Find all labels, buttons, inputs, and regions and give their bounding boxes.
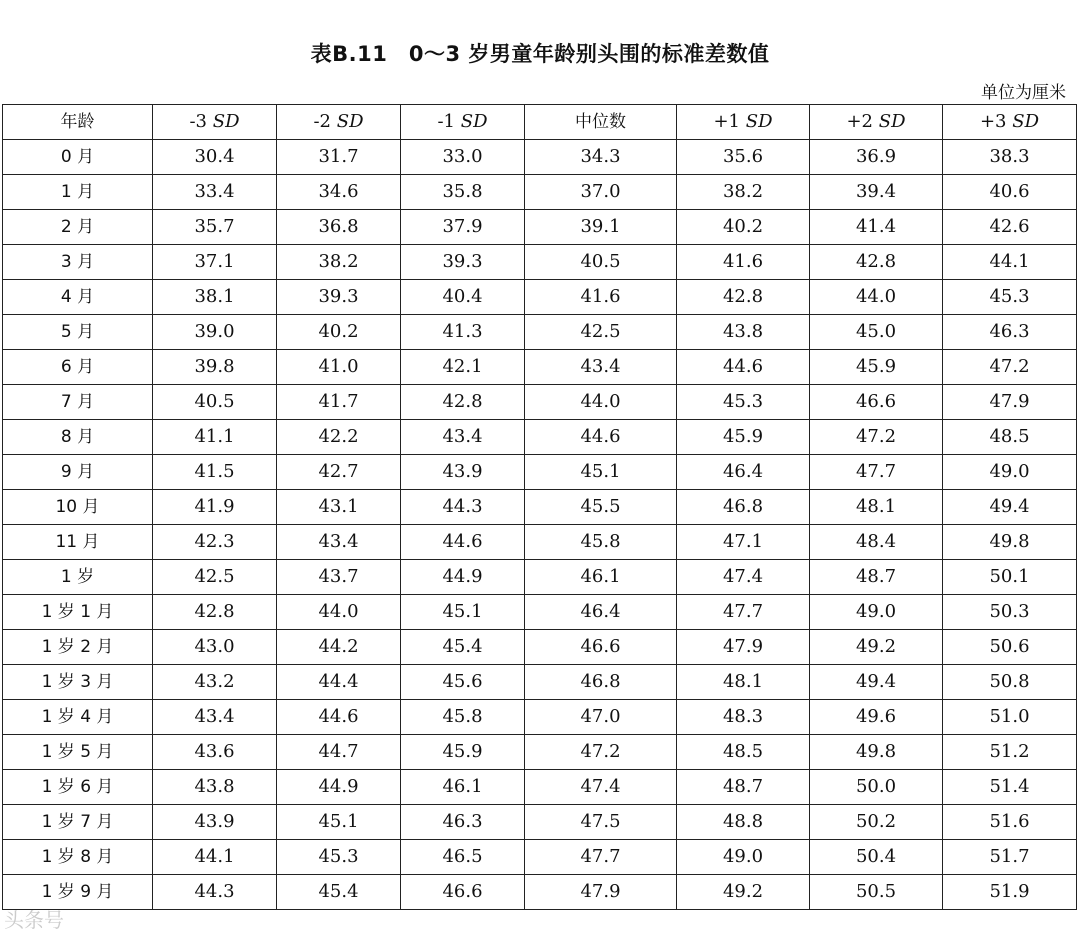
value-cell: 38.2 (677, 175, 810, 210)
value-cell: 37.9 (401, 210, 525, 245)
value-cell: 42.1 (401, 350, 525, 385)
value-cell: 49.0 (677, 840, 810, 875)
header-median: 中位数 (525, 105, 677, 140)
age-cell: 1 岁 7 月 (3, 805, 153, 840)
value-cell: 46.8 (677, 490, 810, 525)
value-cell: 44.4 (277, 665, 401, 700)
value-cell: 41.6 (677, 245, 810, 280)
header-minus3sd (153, 105, 277, 140)
header-value: +3 (979, 111, 1007, 132)
table-row (3, 210, 1077, 245)
value-cell: 41.0 (277, 350, 401, 385)
value-cell: 36.8 (277, 210, 401, 245)
value-cell: 46.3 (943, 315, 1077, 350)
value-cell: 42.8 (810, 245, 943, 280)
value-cell: 39.0 (153, 315, 277, 350)
value-cell: 45.3 (277, 840, 401, 875)
value-cell: 43.8 (677, 315, 810, 350)
value-cell: 51.2 (943, 735, 1077, 770)
value-cell: 43.7 (277, 560, 401, 595)
sd-label: SD (212, 111, 240, 132)
table-row (3, 665, 1077, 700)
value-cell: 40.2 (677, 210, 810, 245)
table-row (3, 770, 1077, 805)
value-cell: 39.3 (401, 245, 525, 280)
value-cell: 41.9 (153, 490, 277, 525)
value-cell: 49.4 (810, 665, 943, 700)
value-cell: 42.5 (153, 560, 277, 595)
value-cell: 43.4 (525, 350, 677, 385)
header-plus1sd (677, 105, 810, 140)
value-cell: 47.2 (810, 420, 943, 455)
value-cell: 45.9 (677, 420, 810, 455)
header-value: +1 (713, 111, 741, 132)
value-cell: 41.1 (153, 420, 277, 455)
value-cell: 39.3 (277, 280, 401, 315)
table-row (3, 525, 1077, 560)
value-cell: 46.4 (677, 455, 810, 490)
value-cell: 45.1 (525, 455, 677, 490)
value-cell: 50.0 (810, 770, 943, 805)
value-cell: 48.5 (677, 735, 810, 770)
value-cell: 49.4 (943, 490, 1077, 525)
value-cell: 50.5 (810, 875, 943, 910)
value-cell: 45.0 (810, 315, 943, 350)
value-cell: 43.2 (153, 665, 277, 700)
watermark: 头条号 (4, 908, 64, 932)
value-cell: 48.7 (677, 770, 810, 805)
value-cell: 45.9 (401, 735, 525, 770)
value-cell: 46.1 (525, 560, 677, 595)
value-cell: 43.8 (153, 770, 277, 805)
value-cell: 48.4 (810, 525, 943, 560)
value-cell: 46.3 (401, 805, 525, 840)
value-cell: 47.2 (943, 350, 1077, 385)
value-cell: 37.0 (525, 175, 677, 210)
value-cell: 42.8 (677, 280, 810, 315)
table-row (3, 385, 1077, 420)
value-cell: 44.6 (677, 350, 810, 385)
header-value: -1 (437, 111, 456, 132)
value-cell: 43.9 (153, 805, 277, 840)
value-cell: 47.4 (525, 770, 677, 805)
value-cell: 48.5 (943, 420, 1077, 455)
value-cell: 50.1 (943, 560, 1077, 595)
age-cell: 1 岁 5 月 (3, 735, 153, 770)
age-cell: 3 月 (3, 245, 153, 280)
value-cell: 40.2 (277, 315, 401, 350)
value-cell: 45.9 (810, 350, 943, 385)
value-cell: 49.2 (677, 875, 810, 910)
value-cell: 39.1 (525, 210, 677, 245)
value-cell: 44.7 (277, 735, 401, 770)
value-cell: 50.2 (810, 805, 943, 840)
value-cell: 47.1 (677, 525, 810, 560)
value-cell: 49.6 (810, 700, 943, 735)
value-cell: 41.7 (277, 385, 401, 420)
value-cell: 38.2 (277, 245, 401, 280)
value-cell: 43.1 (277, 490, 401, 525)
value-cell: 46.4 (525, 595, 677, 630)
value-cell: 48.3 (677, 700, 810, 735)
value-cell: 45.5 (525, 490, 677, 525)
value-cell: 49.2 (810, 630, 943, 665)
value-cell: 44.3 (153, 875, 277, 910)
value-cell: 42.8 (401, 385, 525, 420)
age-cell: 1 岁 6 月 (3, 770, 153, 805)
age-cell: 4 月 (3, 280, 153, 315)
value-cell: 35.7 (153, 210, 277, 245)
value-cell: 44.9 (277, 770, 401, 805)
table-row (3, 595, 1077, 630)
age-cell: 1 岁 1 月 (3, 595, 153, 630)
table-row (3, 630, 1077, 665)
age-cell: 1 月 (3, 175, 153, 210)
sd-label: SD (878, 111, 906, 132)
table-row (3, 840, 1077, 875)
value-cell: 49.0 (810, 595, 943, 630)
table-row (3, 455, 1077, 490)
value-cell: 42.6 (943, 210, 1077, 245)
value-cell: 33.0 (401, 140, 525, 175)
value-cell: 42.5 (525, 315, 677, 350)
value-cell: 45.4 (277, 875, 401, 910)
value-cell: 47.7 (525, 840, 677, 875)
value-cell: 44.6 (401, 525, 525, 560)
value-cell: 34.6 (277, 175, 401, 210)
value-cell: 40.6 (943, 175, 1077, 210)
value-cell: 49.8 (943, 525, 1077, 560)
value-cell: 30.4 (153, 140, 277, 175)
value-cell: 44.2 (277, 630, 401, 665)
value-cell: 45.8 (401, 700, 525, 735)
table-row (3, 875, 1077, 910)
value-cell: 46.5 (401, 840, 525, 875)
table-row (3, 350, 1077, 385)
age-cell: 7 月 (3, 385, 153, 420)
age-cell: 5 月 (3, 315, 153, 350)
value-cell: 50.8 (943, 665, 1077, 700)
value-cell: 49.8 (810, 735, 943, 770)
value-cell: 44.0 (525, 385, 677, 420)
value-cell: 41.5 (153, 455, 277, 490)
value-cell: 44.0 (810, 280, 943, 315)
value-cell: 44.3 (401, 490, 525, 525)
value-cell: 47.9 (677, 630, 810, 665)
header-row (3, 105, 1077, 140)
value-cell: 47.2 (525, 735, 677, 770)
age-cell: 1 岁 2 月 (3, 630, 153, 665)
value-cell: 47.9 (525, 875, 677, 910)
value-cell: 51.6 (943, 805, 1077, 840)
value-cell: 50.4 (810, 840, 943, 875)
value-cell: 44.6 (277, 700, 401, 735)
value-cell: 48.7 (810, 560, 943, 595)
value-cell: 45.3 (677, 385, 810, 420)
head-circumference-table (2, 104, 1077, 910)
table-row (3, 805, 1077, 840)
value-cell: 43.9 (401, 455, 525, 490)
header-plus3sd (943, 105, 1077, 140)
value-cell: 43.4 (277, 525, 401, 560)
value-cell: 48.8 (677, 805, 810, 840)
value-cell: 41.4 (810, 210, 943, 245)
table-row (3, 420, 1077, 455)
value-cell: 35.6 (677, 140, 810, 175)
value-cell: 31.7 (277, 140, 401, 175)
value-cell: 44.1 (943, 245, 1077, 280)
value-cell: 46.6 (525, 630, 677, 665)
header-plus2sd (810, 105, 943, 140)
table-row (3, 140, 1077, 175)
header-value: +2 (846, 111, 874, 132)
value-cell: 45.6 (401, 665, 525, 700)
sd-label: SD (1012, 111, 1040, 132)
value-cell: 48.1 (677, 665, 810, 700)
value-cell: 40.5 (525, 245, 677, 280)
value-cell: 37.1 (153, 245, 277, 280)
value-cell: 46.1 (401, 770, 525, 805)
value-cell: 35.8 (401, 175, 525, 210)
age-cell: 1 岁 8 月 (3, 840, 153, 875)
value-cell: 36.9 (810, 140, 943, 175)
table-row (3, 245, 1077, 280)
value-cell: 45.1 (401, 595, 525, 630)
table-body (3, 140, 1077, 910)
age-cell: 2 月 (3, 210, 153, 245)
age-cell: 11 月 (3, 525, 153, 560)
value-cell: 47.5 (525, 805, 677, 840)
age-cell: 1 岁 3 月 (3, 665, 153, 700)
value-cell: 44.1 (153, 840, 277, 875)
value-cell: 44.9 (401, 560, 525, 595)
table-row (3, 175, 1077, 210)
value-cell: 42.8 (153, 595, 277, 630)
value-cell: 43.4 (401, 420, 525, 455)
value-cell: 50.3 (943, 595, 1077, 630)
age-cell: 0 月 (3, 140, 153, 175)
value-cell: 45.1 (277, 805, 401, 840)
value-cell: 41.6 (525, 280, 677, 315)
header-value: -3 (189, 111, 208, 132)
value-cell: 40.4 (401, 280, 525, 315)
value-cell: 51.9 (943, 875, 1077, 910)
value-cell: 38.1 (153, 280, 277, 315)
table-row (3, 735, 1077, 770)
age-cell: 8 月 (3, 420, 153, 455)
sd-label: SD (336, 111, 364, 132)
value-cell: 40.5 (153, 385, 277, 420)
value-cell: 34.3 (525, 140, 677, 175)
value-cell: 47.0 (525, 700, 677, 735)
value-cell: 45.8 (525, 525, 677, 560)
header-age: 年龄 (3, 105, 153, 140)
value-cell: 51.4 (943, 770, 1077, 805)
table-row (3, 490, 1077, 525)
age-cell: 9 月 (3, 455, 153, 490)
value-cell: 51.0 (943, 700, 1077, 735)
header-minus1sd (401, 105, 525, 140)
value-cell: 46.6 (401, 875, 525, 910)
value-cell: 44.0 (277, 595, 401, 630)
value-cell: 46.8 (525, 665, 677, 700)
age-cell: 1 岁 4 月 (3, 700, 153, 735)
age-cell: 6 月 (3, 350, 153, 385)
sd-label: SD (460, 111, 488, 132)
table-row (3, 315, 1077, 350)
value-cell: 42.7 (277, 455, 401, 490)
value-cell: 41.3 (401, 315, 525, 350)
age-cell: 10 月 (3, 490, 153, 525)
age-cell: 1 岁 (3, 560, 153, 595)
value-cell: 43.0 (153, 630, 277, 665)
value-cell: 49.0 (943, 455, 1077, 490)
table-title: 表B.11 0～3 岁男童年龄别头围的标准差数值 (310, 42, 770, 66)
value-cell: 43.6 (153, 735, 277, 770)
value-cell: 48.1 (810, 490, 943, 525)
unit-label: 单位为厘米 (981, 83, 1066, 103)
value-cell: 47.4 (677, 560, 810, 595)
sd-label: SD (745, 111, 773, 132)
header-minus2sd (277, 105, 401, 140)
table-row (3, 280, 1077, 315)
header-value: -2 (313, 111, 332, 132)
value-cell: 43.4 (153, 700, 277, 735)
age-cell: 1 岁 9 月 (3, 875, 153, 910)
value-cell: 47.9 (943, 385, 1077, 420)
value-cell: 42.3 (153, 525, 277, 560)
table-row (3, 560, 1077, 595)
value-cell: 45.3 (943, 280, 1077, 315)
value-cell: 51.7 (943, 840, 1077, 875)
table-row (3, 700, 1077, 735)
value-cell: 38.3 (943, 140, 1077, 175)
value-cell: 39.4 (810, 175, 943, 210)
value-cell: 50.6 (943, 630, 1077, 665)
value-cell: 39.8 (153, 350, 277, 385)
value-cell: 47.7 (677, 595, 810, 630)
value-cell: 45.4 (401, 630, 525, 665)
value-cell: 44.6 (525, 420, 677, 455)
value-cell: 42.2 (277, 420, 401, 455)
value-cell: 33.4 (153, 175, 277, 210)
value-cell: 47.7 (810, 455, 943, 490)
value-cell: 46.6 (810, 385, 943, 420)
